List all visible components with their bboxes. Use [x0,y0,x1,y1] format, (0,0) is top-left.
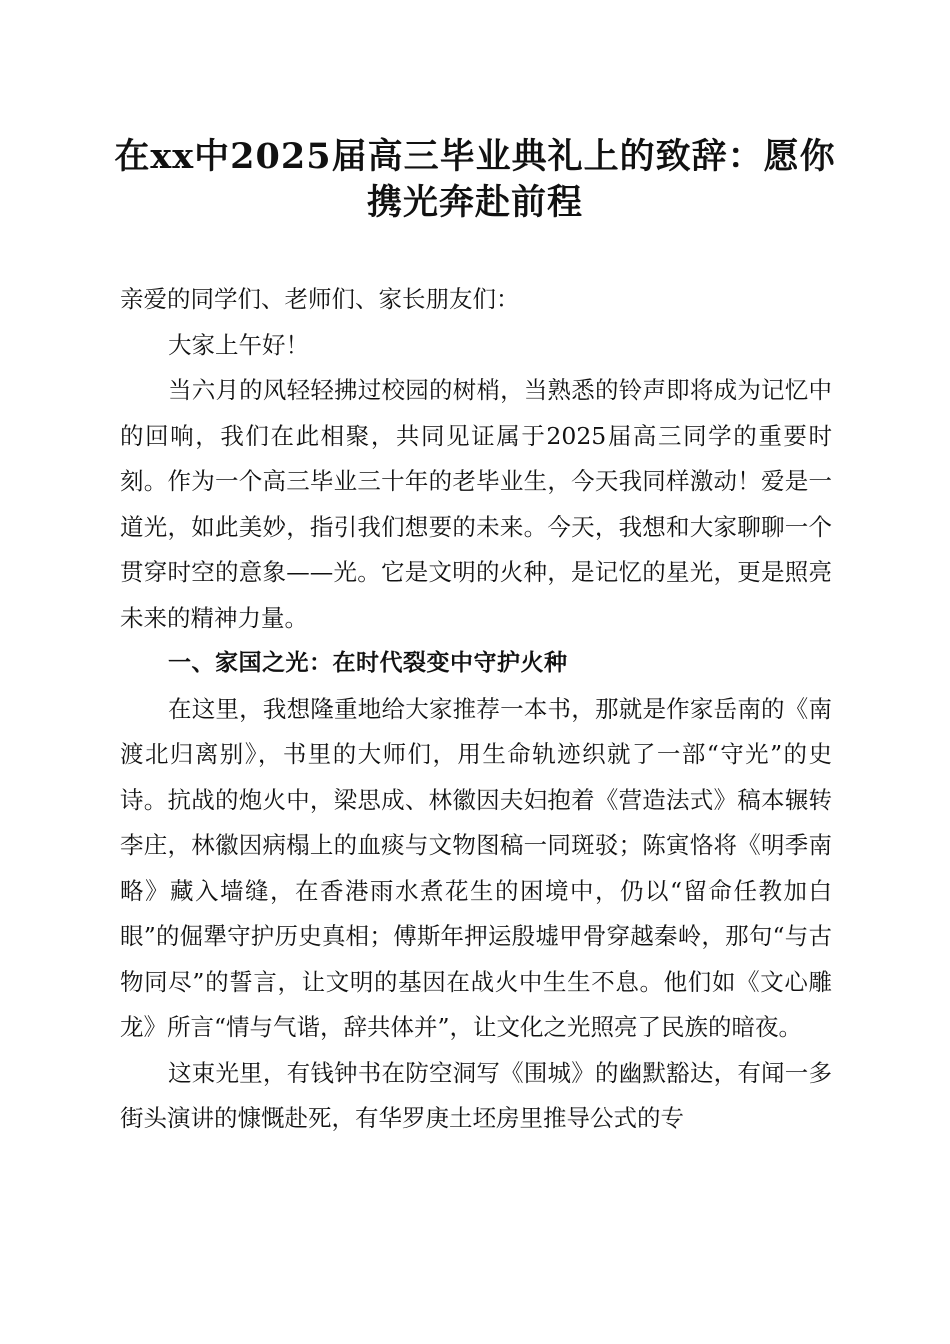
document-body [120,277,832,1142]
section-heading: 一、家国之光：在时代裂变中守护火种 [168,650,568,676]
paragraph-opening: 当六月的风轻轻拂过校园的树梢，当熟悉的铃声即将成为记忆中的回响，我们在此相聚，共同见证属于2025届高三同学的重要时刻。作为一个高三毕业三十年的老毕业生，今天我同样激动！爱是一道光，如此美妙，指引我们想要的未来。今天，我想和大家聊聊一个贯穿时空的意象——光。它是文明的火种，是记忆的星光，更是照亮未来的精神力量。 [120,376,832,632]
paragraph-book-recommendation: 在这里，我想隆重地给大家推荐一本书，那就是作家岳南的《南渡北归离别》，书里的大师们，用生命轨迹织就了一部“守光”的史诗。抗战的炮火中，梁思成、林徽因夫妇抱着《营造法式》稿本辗转李庄，林徽因病榻上的血痰与文物图稿一同斑驳；陈寅恪将《明季南略》藏入墙缝，在香港雨水煮花生的困境中，仍以“留命任教加白眼”的倔犟守护历史真相；傅斯年押运殷墟甲骨穿越秦岭，那句“与古物同尽”的誓言，让文明的基因在战火中生生不息。他们如《文心雕龙》所言“情与气谐，辞共体并”，让文化之光照亮了民族的暗夜。 [120,694,832,1041]
title-line-2: 携光奔赴前程 [366,182,583,223]
greeting: 大家上午好！ [168,330,309,359]
salutation: 亲爱的同学们、老师们、家长朋友们： [120,285,520,313]
title-line-1: 在xx中2025届高三毕业典礼上的致辞：愿你 [114,136,836,177]
paragraph-continuation: 这束光里，有钱钟书在防空洞写《围城》的幽默豁达，有闻一多街头演讲的慷慨赴死，有华罗庚土坯房里推导公式的专 [120,1058,832,1132]
document-title [110,134,840,226]
